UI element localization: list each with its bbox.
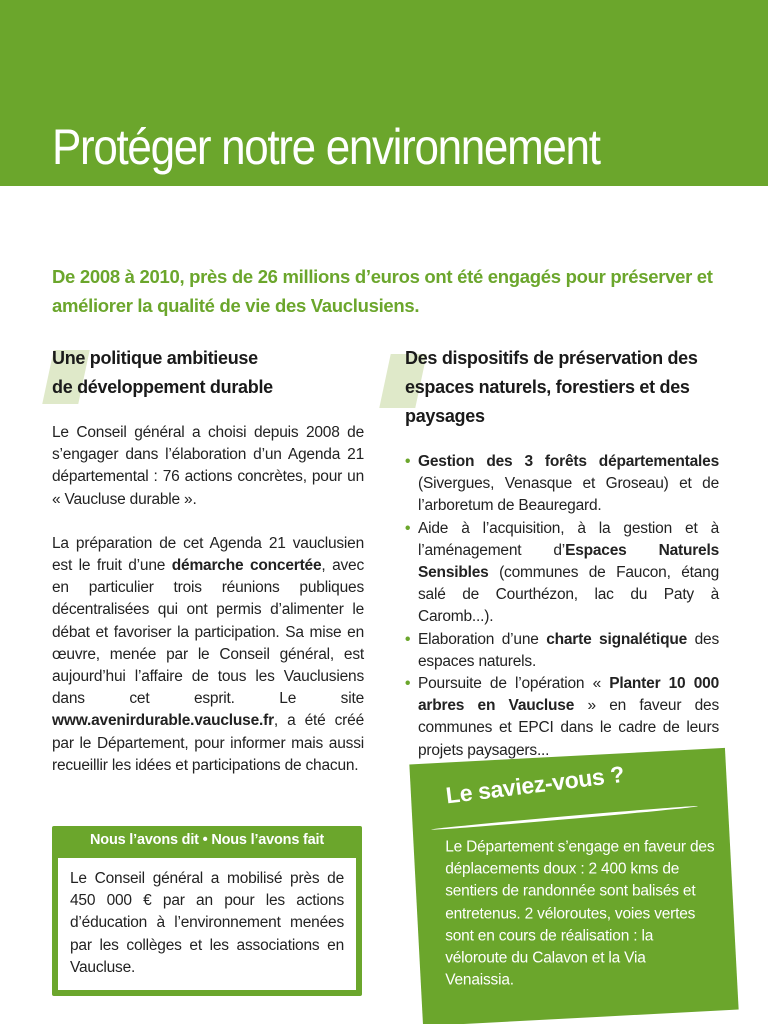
section-heading-dispositifs: Des dispositifs de préservation des espaces naturels, forestiers et des paysages — [405, 348, 698, 426]
item-text: (communes de Faucon, étang salé de Courthézon, lac du Paty à Caromb...). — [418, 564, 719, 626]
item-text: Poursuite de l’opération « — [418, 675, 610, 693]
left-column — [52, 342, 364, 777]
list-item — [405, 518, 719, 629]
list-item — [405, 451, 719, 518]
item-bold: Planter 10 000 arbres en Vaucluse — [418, 675, 719, 715]
heading-line-2: de développement durable — [52, 377, 273, 397]
item-bold: Espaces Naturels Sensibles — [418, 541, 719, 582]
para-text: La préparation de cet Agenda 21 vauclusien est le fruit d’une — [52, 534, 364, 575]
said-done-body: Le Conseil général a mobilisé près de 450 000 € par an pour les actions d’éducation à l’environnement menées par les collèges et les associations en Vaucluse. — [58, 858, 356, 990]
section-heading-politique — [52, 344, 364, 402]
website-link[interactable]: www.avenirdurable.vaucluse.fr — [52, 712, 274, 730]
item-text: Elaboration d’une — [418, 630, 547, 648]
bullet-icon: • — [405, 630, 411, 648]
did-you-know-box — [409, 748, 738, 1024]
item-text: des espaces naturels. — [418, 630, 720, 670]
item-text: » en faveur des communes et EPCI dans le cadre de leurs projets paysagers... — [418, 697, 719, 759]
right-column — [405, 342, 719, 762]
item-text: Aide à l’acquisition, à la gestion et à l’aménagement d’ — [418, 519, 719, 559]
said-done-box — [52, 826, 362, 996]
para-text: , a été créé par le Département, pour informer mais aussi recueillir les idées et participations de chacun. — [52, 712, 364, 774]
header-band — [0, 0, 768, 186]
para-bold-demarche: démarche concertée — [171, 557, 322, 575]
heading-line-1: Une politique ambitieuse — [52, 348, 258, 368]
paragraph-agenda21: Le Conseil général a choisi depuis 2008 de s’engager dans l’élaboration d’un Agenda 21 départemental : 76 actions concrètes, pour un « Vaucluse durable ». — [52, 424, 364, 508]
paragraph-preparation — [52, 533, 364, 777]
page-title: Protéger notre environnement — [52, 119, 600, 175]
item-bold: charte signalétique — [546, 630, 688, 648]
list-item — [405, 673, 719, 762]
intro-text: De 2008 à 2010, près de 26 millions d’euros ont été engagés pour préserver et améliorer la qualité de vie des Vauclusiens. — [52, 266, 713, 316]
said-done-heading: Nous l’avons dit • Nous l’avons fait — [90, 832, 324, 848]
list-item — [405, 629, 719, 673]
bullet-icon: • — [405, 519, 411, 537]
bullet-icon: • — [405, 453, 411, 470]
para-text: , avec en particulier trois réunions publiques décentralisées qui ont permis d’alimenter le débat et favoriser la participation. Sa mise en œuvre, menée par le Conseil général, est aujourd’hui l’affaire de tous les Vauclusiens dans cet esprit. Le site — [52, 557, 365, 708]
item-text: (Sivergues, Venasque et Groseau) et de l’arboretum de Beauregard. — [418, 475, 719, 515]
measures-list — [405, 451, 719, 762]
item-bold: Gestion des 3 forêts départementales — [418, 453, 719, 470]
did-you-know-body: Le Département s’engage en faveur des déplacements doux : 2 400 kms de sentiers de randonnée sont balisés et entretenus. 2 véloroutes, voies vertes sont en cours de réalisation : la véloroute du Calavon et la Via Venaissia. — [445, 838, 715, 989]
did-you-know-title: Le saviez-vous ? — [444, 760, 626, 809]
title-underline — [431, 805, 698, 831]
bullet-icon: • — [405, 675, 411, 693]
